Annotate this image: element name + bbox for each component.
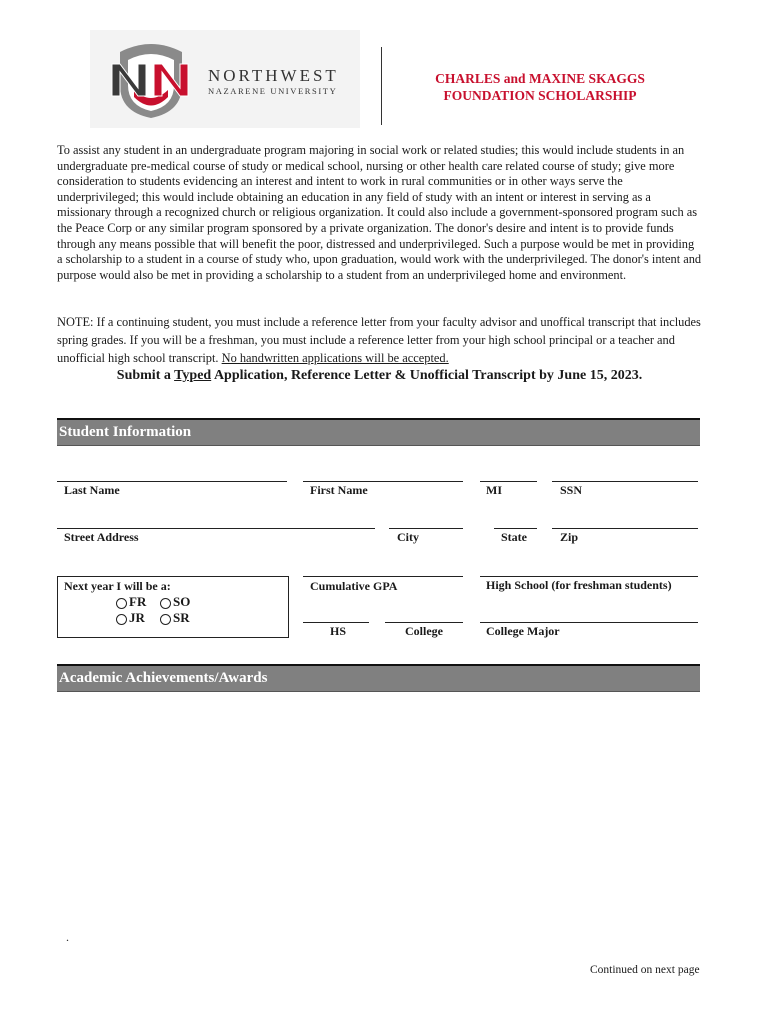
page-title: CHARLES and MAXINE SKAGGS FOUNDATION SCHOLARSHIP [435, 71, 645, 103]
last-name-label: Last Name [64, 483, 120, 497]
street-address-field[interactable] [57, 528, 375, 529]
university-logo [90, 30, 360, 128]
note-handwritten-warning: No handwritten applications will be accepted. [221, 351, 449, 365]
class-standing-box [57, 576, 289, 638]
option-so[interactable]: SO [160, 594, 190, 610]
zip-label: Zip [560, 530, 579, 544]
section-student-information: Student Information [57, 418, 700, 446]
option-jr[interactable]: JR [116, 610, 145, 626]
gpa-label: Cumulative GPA [310, 579, 398, 593]
first-name-field[interactable] [303, 481, 463, 482]
continued-note: Continued on next page [590, 964, 700, 976]
note-paragraph [57, 313, 702, 367]
high-school-field[interactable] [480, 576, 698, 577]
academic-achievements-area[interactable] [57, 694, 700, 919]
college-major-field[interactable] [480, 622, 698, 623]
next-year-label: Next year I will be a: [64, 579, 171, 593]
logo-name-line2: NAZARENE UNIVERSITY [208, 86, 338, 96]
college-major-label: College Major [486, 624, 560, 638]
header-divider [381, 47, 382, 125]
college-gpa-label: College [405, 624, 443, 638]
ssn-label: SSN [560, 483, 583, 497]
section-academic-achievements: Academic Achievements/Awards [57, 664, 700, 692]
typed-emphasis: Typed [174, 368, 212, 383]
footer-dot: . [66, 930, 69, 944]
high-school-label: High School (for freshman students) [486, 578, 672, 592]
note-text: NOTE: If a continuing student, you must include a reference letter from your faculty advisor and unoffical transcript that includes spring grades. If you will be a freshman, you must include a reference letter from your high school principal or a teacher and unofficial high school transcript. [57, 315, 701, 365]
fr-checkbox[interactable] [116, 598, 127, 609]
state-label: State [501, 530, 527, 544]
option-sr[interactable]: SR [160, 610, 190, 626]
last-name-field[interactable] [57, 481, 287, 482]
sr-checkbox[interactable] [160, 614, 171, 625]
mi-label: MI [486, 483, 502, 497]
submit-instructions: Submit a Typed Application, Reference Letter & Unofficial Transcript by June 15, 2023. [116, 368, 643, 383]
zip-field[interactable] [552, 528, 698, 529]
hs-gpa-field[interactable] [303, 622, 369, 623]
intro-paragraph: To assist any student in an undergraduate program majoring in social work or related studies; this would include students in an undergraduate pre-medical course of study or medical school, nursing or other health care related course of study; give more consideration to students evidencing an interest and intent to work in rural communities or in other ways serve the underprivileged; this would include obtaining an education in any field of study with an intent or interest in serving as a missionary through a recognized church or religious organization. It could also include a government-sponsored program such as the Peace Corp or any similar program sponsored by a private organization. The donor's desire and intent is to provide funds through any means possible that will benefit the poor, distressed and underprivileged. Such a purpose would be met in providing a scholarship to a student in a course of study who, upon graduation, would work with the underprivileged. The donor's intent and purpose would also be met in providing a scholarship to a student from an underprivileged home and environment. [57, 143, 702, 282]
first-name-label: First Name [310, 483, 368, 497]
ssn-field[interactable] [552, 481, 698, 482]
gpa-box [303, 576, 463, 623]
city-label: City [397, 530, 419, 544]
jr-checkbox[interactable] [116, 614, 127, 625]
city-field[interactable] [389, 528, 463, 529]
state-field[interactable] [494, 528, 537, 529]
hs-gpa-label: HS [330, 624, 347, 638]
street-address-label: Street Address [64, 530, 139, 544]
logo-name-line1: NORTHWEST [208, 66, 339, 85]
so-checkbox[interactable] [160, 598, 171, 609]
mi-field[interactable] [480, 481, 537, 482]
option-fr[interactable]: FR [116, 594, 146, 610]
college-gpa-field[interactable] [385, 622, 463, 623]
